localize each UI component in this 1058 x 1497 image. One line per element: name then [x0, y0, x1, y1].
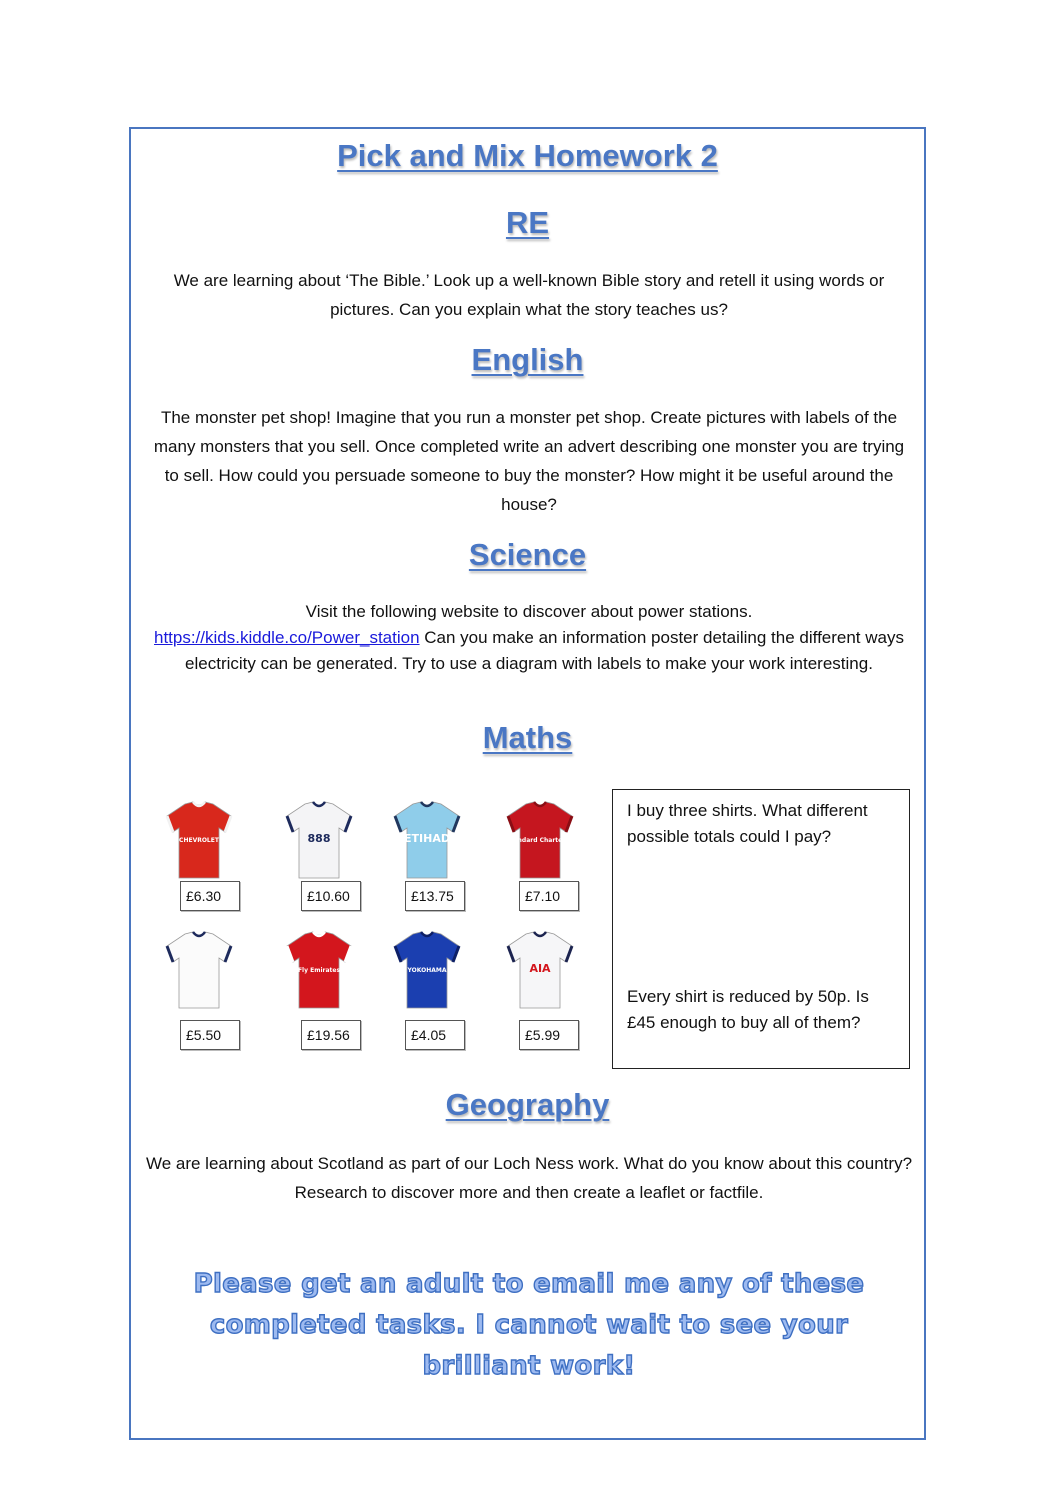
sky-blue-football-shirt-icon [391, 800, 463, 880]
red-football-shirt-icon [163, 800, 235, 880]
science-text [145, 599, 913, 677]
svg-text:CHEVROLET: CHEVROLET [179, 837, 219, 844]
english-text: The monster pet shop! Imagine that you run a monster pet shop. Create pictures with labels of the many monsters that you sell. Once completed write an advert describing one monster you are trying to sell. How could you persuade someone to buy the monster? How might it be useful around the house? [153, 408, 905, 514]
science-task: Can you make an information poster detailing the different ways electricity can be generated. Try to use a diagram with labels to make your work interesting. [185, 628, 904, 673]
closing-message: Please get an adult to email me any of these completed tasks. I cannot wait to see your brilliant work! [193, 1269, 865, 1381]
plain-white-football-shirt-icon [163, 930, 235, 1010]
shirt-price-label: £4.05 [405, 1020, 465, 1050]
question-totals: I buy three shirts. What different possible totals could I pay? [627, 801, 868, 846]
shirt-price-label: £13.75 [405, 881, 465, 911]
red-white-sleeve-football-shirt-icon [283, 930, 355, 1010]
svg-text:Standard Chartered: Standard Chartered [506, 837, 574, 844]
page-title: Pick and Mix Homework 2 [337, 138, 718, 173]
shirt-price-label: £19.56 [301, 1020, 361, 1050]
maths-heading: Maths [482, 720, 573, 755]
maths-question-box [612, 789, 910, 1069]
geography-heading: Geography [445, 1087, 610, 1122]
question-reduced: Every shirt is reduced by 50p. Is £45 enough to buy all of them? [627, 987, 869, 1032]
svg-text:888: 888 [307, 832, 331, 845]
svg-text:Fly Emirates: Fly Emirates [297, 967, 341, 974]
svg-text:YOKOHAMA: YOKOHAMA [407, 967, 447, 974]
dark-red-football-shirt-icon [504, 800, 576, 880]
shirt-price-label: £5.99 [519, 1020, 579, 1050]
white-football-shirt-icon [283, 800, 355, 880]
science-intro: Visit the following website to discover about power stations. [305, 602, 753, 621]
re-text: We are learning about ‘The Bible.’ Look up a well-known Bible story and retell it using words or pictures. Can you explain what the story teaches us? [173, 271, 885, 319]
re-heading: RE [505, 205, 550, 240]
svg-text:ETIHAD: ETIHAD [404, 832, 450, 845]
royal-blue-football-shirt-icon [391, 930, 463, 1010]
svg-text:AIA: AIA [529, 962, 551, 975]
geography-text: We are learning about Scotland as part of our Loch Ness work. What do you know about this country? Research to discover more and then create a leaflet or factfile. [145, 1154, 913, 1202]
shirt-price-label: £5.50 [180, 1020, 240, 1050]
science-heading: Science [468, 537, 587, 572]
english-heading: English [471, 342, 584, 377]
shirt-price-label: £7.10 [519, 881, 579, 911]
shirt-price-label: £6.30 [180, 881, 240, 911]
white-navy-football-shirt-icon [504, 930, 576, 1010]
shirt-price-label: £10.60 [301, 881, 361, 911]
power-station-link[interactable]: https://kids.kiddle.co/Power_station [154, 628, 420, 647]
